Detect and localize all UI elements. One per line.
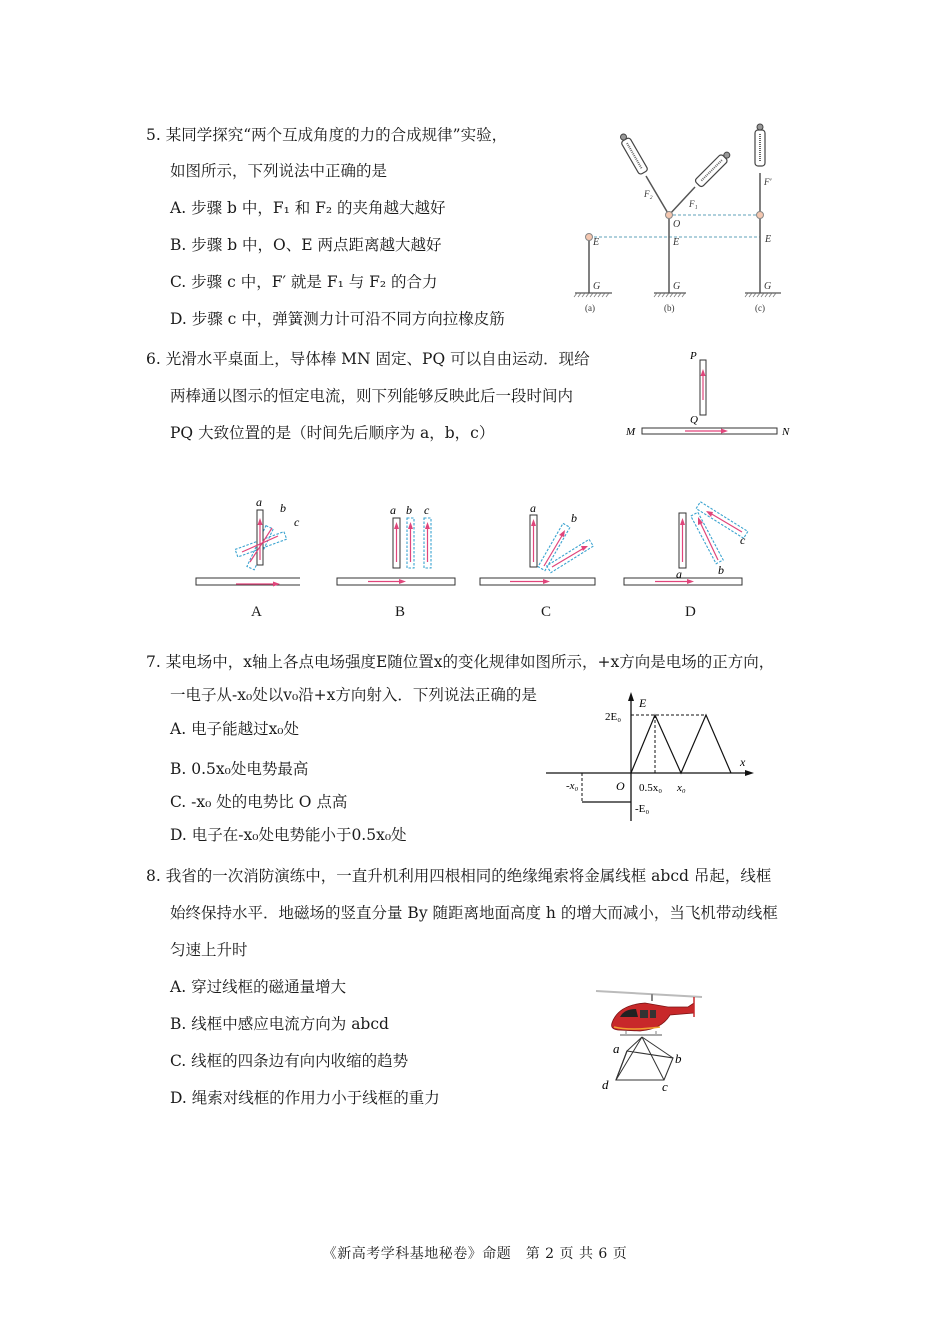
q6-choice-a-figure[interactable] xyxy=(190,490,300,590)
label-f1: F₁ xyxy=(689,199,698,209)
q7-stem-line-1: 7. 某电场中，x轴上各点电场强度E随位置x的变化规律如图所示，+x方向是电场的正方向， xyxy=(146,653,775,671)
q7-option-c[interactable]: C. -x₀ 处的电势比 O 点高 xyxy=(170,793,348,811)
svg-text:Q: Q xyxy=(690,414,698,426)
svg-text:d: d xyxy=(602,1077,609,1092)
q8-option-c[interactable]: C. 线框的四条边有向内收缩的趋势 xyxy=(170,1052,409,1070)
svg-text:b: b xyxy=(406,503,412,517)
q6-rods-diagram xyxy=(620,345,800,440)
svg-text:b: b xyxy=(571,511,577,525)
q7-option-d[interactable]: D. 电子在-x₀处电势能小于0.5x₀处 xyxy=(170,826,407,844)
q6-choice-a-label[interactable]: A xyxy=(251,604,262,620)
q8-stem-line-3: 匀速上升时 xyxy=(170,941,248,959)
svg-text:P: P xyxy=(690,350,697,362)
q8-stem-line-2: 始终保持水平．地磁场的竖直分量 By 随距离地面高度 h 的增大而减小，当飞机带动线框 xyxy=(170,904,778,922)
q6-stem-line-1: 6. 光滑水平桌面上，导体棒 MN 固定、PQ 可以自由运动．现给 xyxy=(146,350,590,368)
q6-choice-d-label[interactable]: D xyxy=(685,604,696,620)
q5-stem-line-2: 如图所示，下列说法中正确的是 xyxy=(170,162,388,180)
q6-choice-c-label[interactable]: C xyxy=(541,604,552,620)
svg-text:b: b xyxy=(718,563,724,577)
q6-choice-a-rod xyxy=(196,578,296,590)
q5-option-c[interactable]: C. 步骤 c 中，F′ 就是 F₁ 与 F₂ 的合力 xyxy=(170,273,438,291)
svg-text:b: b xyxy=(675,1051,682,1066)
q7-stem-line-2: 一电子从-x₀处以v₀沿+x方向射入．下列说法正确的是 xyxy=(170,686,537,704)
svg-text:c: c xyxy=(294,515,300,529)
q6-stem-line-3: PQ 大致位置的是（时间先后顺序为 a，b，c） xyxy=(170,424,495,442)
label-f2: F₂ xyxy=(644,189,653,199)
svg-text:G: G xyxy=(593,281,601,292)
q7-option-b[interactable]: B. 0.5x₀处电势最高 xyxy=(170,760,309,778)
svg-text:b: b xyxy=(280,501,286,515)
x-axis-label: x xyxy=(740,755,746,769)
svg-text:a: a xyxy=(613,1041,620,1056)
q5-option-d[interactable]: D. 步骤 c 中，弹簧测力计可沿不同方向拉橡皮筋 xyxy=(170,310,505,328)
q6-choice-b-label[interactable]: B xyxy=(395,604,406,620)
svg-text:(a): (a) xyxy=(585,303,595,313)
q5-option-b[interactable]: B. 步骤 b 中，O、E 两点距离越大越好 xyxy=(170,236,442,254)
label-o: O xyxy=(673,219,681,230)
svg-text:a: a xyxy=(256,495,262,509)
svg-text:E: E xyxy=(593,237,600,248)
svg-text:c: c xyxy=(424,503,430,517)
x-tick-neg-x0: -x₀ xyxy=(566,780,579,792)
svg-text:(b): (b) xyxy=(664,303,675,313)
svg-text:a: a xyxy=(676,567,682,581)
page-footer: 《新高考学科基地秘卷》命题 第 2 页 共 6 页 xyxy=(322,1246,628,1262)
label-f-prime: F′ xyxy=(764,177,772,187)
svg-text:a: a xyxy=(390,503,396,517)
q8-helicopter-figure xyxy=(590,985,705,1095)
y-axis-label: E xyxy=(639,696,647,710)
svg-text:(c): (c) xyxy=(755,303,765,313)
svg-text:E: E xyxy=(673,237,680,248)
q6-choice-d-figure[interactable] xyxy=(622,490,752,590)
q7-e-x-graph xyxy=(540,685,770,825)
svg-text:c: c xyxy=(662,1079,668,1094)
q8-stem-line-1: 8. 我省的一次消防演练中，一直升机利用四根相同的绝缘绳索将金属线框 abcd 吊起，线框 xyxy=(146,867,772,885)
q6-choice-b-figure[interactable] xyxy=(335,490,460,590)
svg-text:a: a xyxy=(530,501,536,515)
y-tick-2e0: 2E₀ xyxy=(605,711,622,723)
svg-text:E: E xyxy=(765,234,772,245)
svg-text:c: c xyxy=(740,533,746,547)
y-tick-neg-e0: -E₀ xyxy=(635,803,650,815)
q8-option-d[interactable]: D. 绳索对线框的作用力小于线框的重力 xyxy=(170,1089,440,1107)
q5-stem-line-1: 5. 某同学探究“两个互成角度的力的合成规律”实验， xyxy=(146,126,508,144)
q5-force-diagram xyxy=(570,115,800,320)
q6-stem-line-2: 两棒通以图示的恒定电流，则下列能够反映此后一段时间内 xyxy=(170,387,574,405)
x-tick-x0: x₀ xyxy=(677,782,686,794)
q5-option-a[interactable]: A. 步骤 b 中，F₁ 和 F₂ 的夹角越大越好 xyxy=(170,199,446,217)
q7-option-a[interactable]: A. 电子能越过x₀处 xyxy=(170,720,300,738)
origin-label: O xyxy=(616,779,625,793)
svg-text:G: G xyxy=(673,281,681,292)
x-tick-half-x0: 0.5x₀ xyxy=(639,782,663,794)
q8-option-a[interactable]: A. 穿过线框的磁通量增大 xyxy=(170,978,347,996)
q8-option-b[interactable]: B. 线框中感应电流方向为 abcd xyxy=(170,1015,389,1033)
svg-text:N: N xyxy=(782,426,790,438)
svg-text:M: M xyxy=(626,426,636,438)
svg-text:G: G xyxy=(764,281,772,292)
q6-choice-c-figure[interactable] xyxy=(478,490,603,590)
